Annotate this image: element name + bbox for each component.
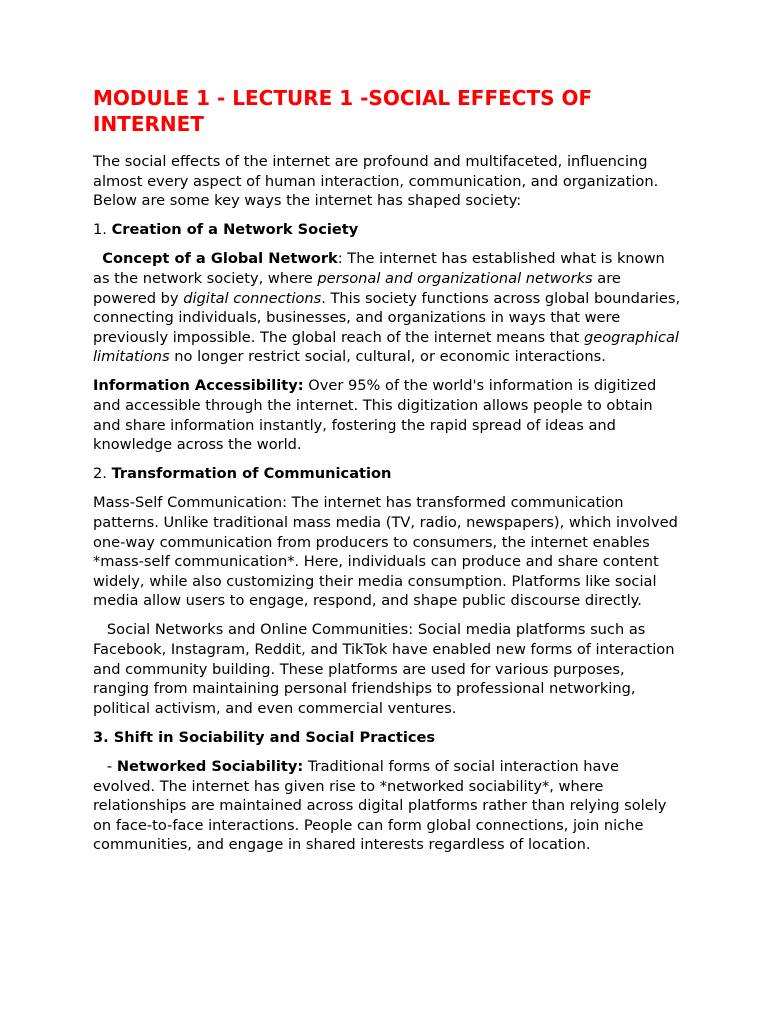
section-2-number: 2.: [93, 465, 112, 483]
section-1-title: Creation of a Network Society: [111, 221, 359, 239]
paragraph-text: . This society functions across global boundaries, connecting individuals, businesses, and organizations in ways that were previously impossible. The global reach of the internet means that: [93, 289, 681, 346]
paragraph-text: no longer restrict social, cultural, or economic interactions.: [169, 348, 606, 366]
section-2-title: Transformation of Communication: [111, 465, 392, 483]
emphasis-text: geographical limitations: [93, 328, 679, 366]
global-network-term: Concept of a Global Network: [102, 250, 338, 268]
emphasis-text: personal and organizational networks: [317, 269, 593, 287]
social-networks-paragraph: Social Networks and Online Communities: Social media platforms such as Facebook, Instagram, Reddit, and TikTok have enabled new forms of interaction and community building. These platforms are used for various purposes, ranging from maintaining personal friendships to professional networking, political activism, and even commercial ventures.: [93, 621, 675, 717]
information-accessibility-paragraph: [93, 376, 683, 454]
paragraph-text: Over 95% of the world's information is digitized and accessible through the internet. This digitization allows people to obtain and share information instantly, fostering the rapid spread of ideas and knowledge across the world.: [93, 377, 657, 454]
mass-self-communication-paragraph: Mass-Self Communication: The internet has transformed communication patterns. Unlike traditional mass media (TV, radio, newspapers), which involved one-way communication from producers to consumers, the internet enables *mass-self communication*. Here, individuals can produce and share content widely, while also customizing their media consumption. Platforms like social media allow users to engage, respond, and shape public discourse directly.: [93, 494, 678, 610]
section-1-number: 1.: [93, 221, 112, 239]
paragraph-text: Traditional forms of social interaction have evolved. The internet has given rise to *networked sociability*, where relationships are maintained across digital platforms rather than relying solely on face-to-face interactions. People can form global connections, join niche communities, and engage in shared interests regardless of location.: [93, 758, 667, 854]
information-accessibility-term: Information Accessibility:: [93, 377, 304, 395]
intro-paragraph: The social effects of the internet are profound and multifaceted, influencing almost every aspect of human interaction, communication, and organization. Below are some key ways the internet has shaped society:: [93, 153, 659, 210]
section-1-heading: [93, 220, 683, 240]
networked-sociability-paragraph: [93, 757, 683, 855]
paragraph-text: are powered by: [93, 269, 621, 307]
paragraph-text: : The internet has established what is known as the network society, where: [93, 250, 665, 287]
networked-sociability-term: Networked Sociability:: [116, 758, 304, 776]
emphasis-text: digital connections: [183, 289, 322, 307]
section-3-heading: [93, 728, 683, 748]
section-3-title: 3. Shift in Sociability and Social Practices: [93, 728, 436, 746]
document-title: MODULE 1 - LECTURE 1 -SOCIAL EFFECTS OF INTERNET: [93, 86, 593, 136]
global-network-paragraph: [93, 249, 683, 367]
bullet-prefix: -: [93, 758, 117, 776]
indent: [93, 250, 102, 267]
section-2-heading: [93, 464, 683, 484]
